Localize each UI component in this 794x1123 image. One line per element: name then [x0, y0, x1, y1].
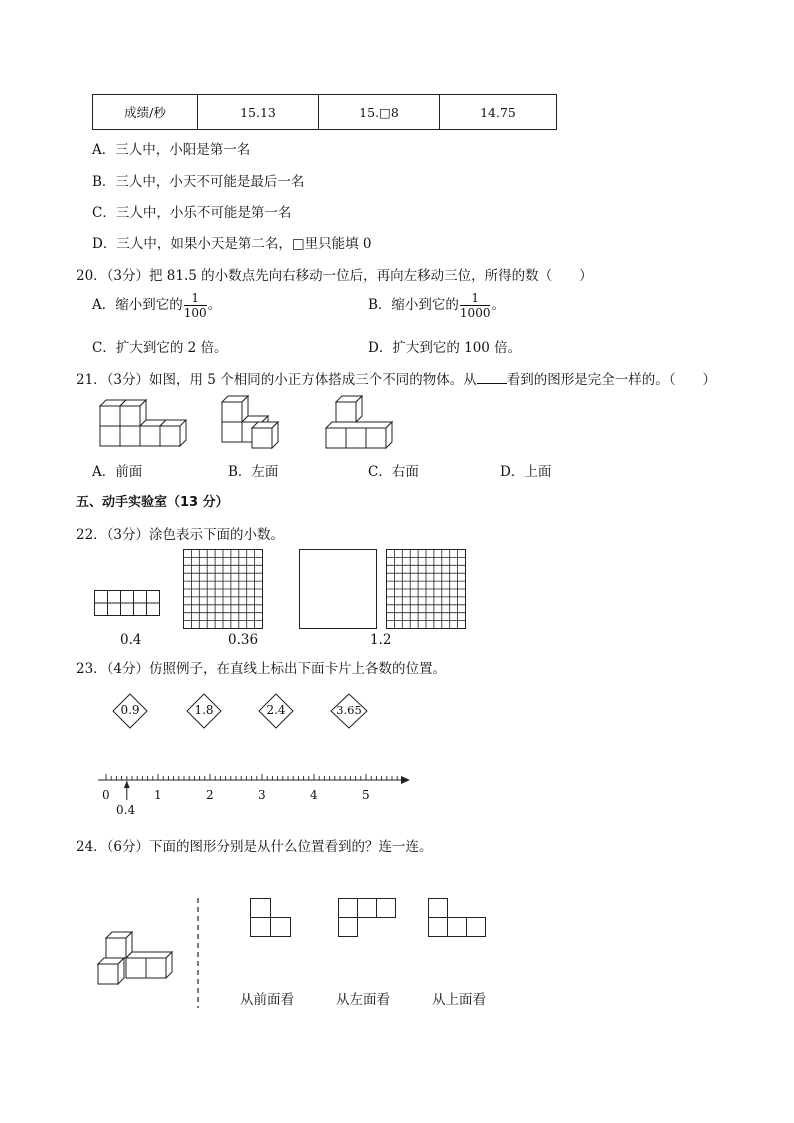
grid-hundredths-2 [386, 549, 466, 629]
table-row-header: 成绩/秒 [93, 95, 198, 130]
grid-tenths [94, 590, 160, 616]
q20-option-b: B．缩小到它的 $\frac{1}{1000}$ 。 [368, 291, 505, 320]
q21-option-c: C．右面 [368, 464, 419, 480]
grid-label: 0.36 [228, 632, 259, 648]
cube-figure-q24 [96, 928, 176, 984]
q19-option-d: D．三人中，如果小天是第二名，□里只能填 0 [92, 236, 372, 252]
q24-stem: 24．（6分）下面的图形分别是从什么位置看到的？连一连。 [76, 839, 433, 855]
fraction: $\frac{1}{100}$ [183, 291, 207, 320]
table-cell: 15.□8 [319, 95, 440, 130]
section-title: 五、动手实验室（13 分） [76, 495, 229, 510]
fraction: $\frac{1}{1000}$ [459, 291, 491, 320]
q20-option-a: A．缩小到它的 $\frac{1}{100}$ 。 [92, 291, 222, 320]
q20-stem: 20．（3分）把 81.5 的小数点先向右移动一位后，再向左移动三位，所得的数（ ） [76, 268, 593, 284]
q21-option-a: A．前面 [92, 464, 143, 480]
q19-option-c: C．三人中，小乐不可能是第一名 [92, 205, 292, 221]
axis-label: 5 [362, 788, 370, 802]
axis-label: 2 [206, 788, 214, 802]
q21-option-d: D．上面 [500, 464, 552, 480]
grid-hundredths-1 [183, 549, 263, 629]
view-label-top: 从上面看 [432, 992, 486, 1008]
axis-label: 4 [310, 788, 318, 802]
cube-figure-2 [218, 396, 288, 448]
q23-stem: 23．（4分）仿照例子，在直线上标出下面卡片上各数的位置。 [76, 661, 447, 677]
view-shape-3 [428, 898, 488, 938]
grid-whole-square [299, 549, 377, 629]
q21-stem: 21．（3分）如图，用 5 个相同的小正方体搭成三个不同的物体。从 看到的图形是完全一样的。（ ） [76, 372, 716, 388]
example-label: 0.4 [116, 803, 136, 817]
axis-label: 0 [102, 788, 110, 802]
q21-option-b: B．左面 [228, 464, 279, 480]
q20-option-c: C．扩大到它的 2 倍。 [92, 340, 228, 356]
view-shape-1 [250, 898, 292, 938]
number-card: 0.9 [112, 693, 148, 729]
dashed-divider [196, 898, 200, 1008]
q20-option-d: D．扩大到它的 100 倍。 [368, 340, 522, 356]
number-card: 1.8 [186, 693, 222, 729]
view-shape-2 [338, 898, 398, 938]
number-card: 3.65 [330, 693, 368, 729]
table-cell: 15.13 [198, 95, 319, 130]
grid-label: 1.2 [370, 632, 392, 648]
q19-option-b: B．三人中，小天不可能是最后一名 [92, 174, 305, 190]
q19-option-a: A．三人中，小阳是第一名 [92, 142, 251, 158]
cube-figure-3 [326, 396, 398, 448]
score-table [92, 94, 557, 130]
q22-stem: 22．（3分）涂色表示下面的小数。 [76, 527, 285, 543]
cube-figure-1 [96, 396, 186, 448]
view-label-front: 从前面看 [240, 992, 294, 1008]
view-label-left: 从左面看 [336, 992, 390, 1008]
grid-label: 0.4 [120, 632, 142, 648]
axis-label: 1 [154, 788, 162, 802]
number-card: 2.4 [258, 693, 294, 729]
table-cell: 14.75 [440, 95, 557, 130]
answer-blank [477, 371, 507, 384]
axis-label: 3 [258, 788, 266, 802]
